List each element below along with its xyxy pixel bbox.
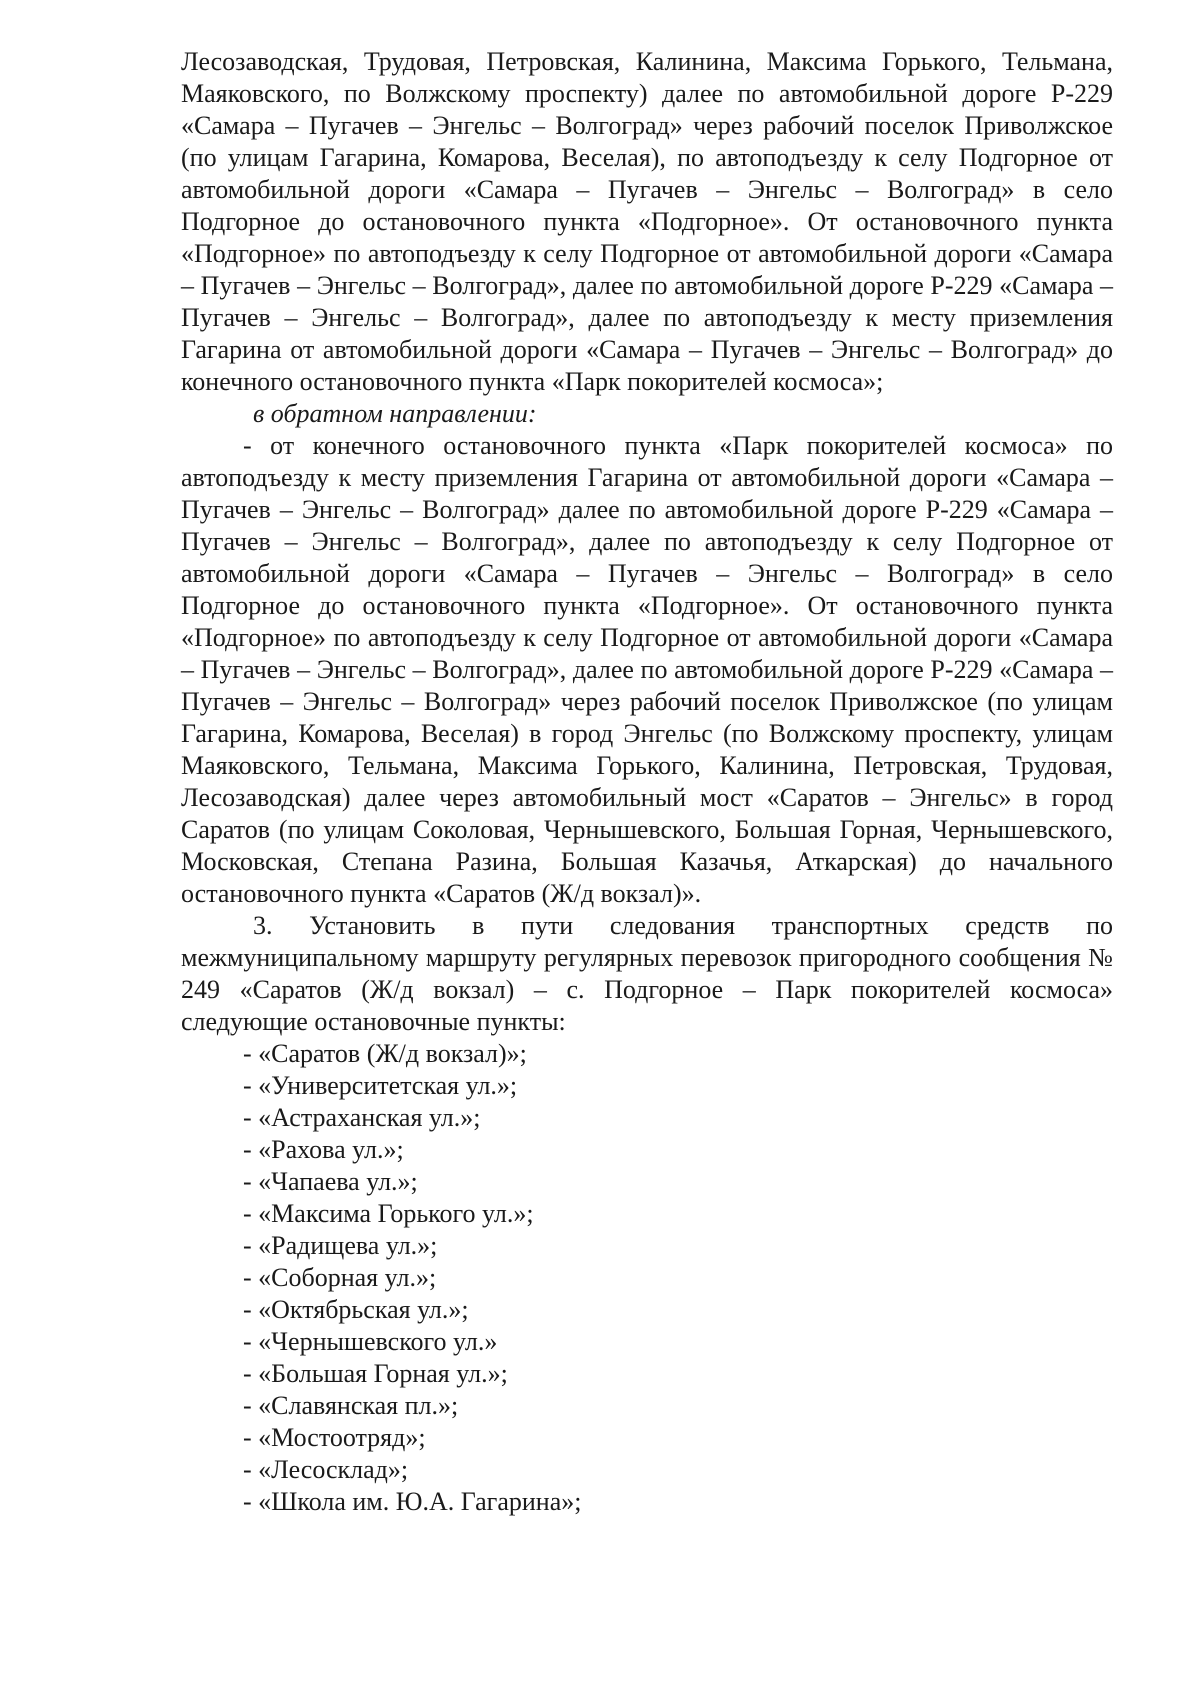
stop-item: - «Саратов (Ж/д вокзал)»; [243, 1039, 527, 1068]
document-body [181, 46, 1113, 1518]
forward-route-paragraph: Лесозаводская, Трудовая, Петровская, Калинина, Максима Горького, Тельмана, Маяковского, по Волжскому проспекту) далее по автомобильной дороге Р-229 «Самара – Пугачев – Энгельс – Волгоград» через рабочий поселок Приволжское (по улицам Гагарина, Комарова, Веселая), по автоподъезду к селу Подгорное от автомобильной дороги «Самара – Пугачев – Энгельс – Волгоград» в село Подгорное до остановочного пункта «Подгорное». От остановочного пункта «Подгорное» по автоподъезду к селу Подгорное от автомобильной дороги «Самара – Пугачев – Энгельс – Волгоград», далее по автомобильной дороге Р-229 «Самара – Пугачев – Энгельс – Волгоград», далее по автоподъезду к месту приземления Гагарина от автомобильной дороги «Самара – Пугачев – Энгельс – Волгоград» до конечного остановочного пункта «Парк покорителей космоса»; [181, 47, 1113, 396]
stop-item: - «Мостоотряд»; [243, 1423, 426, 1452]
stop-item: - «Школа им. Ю.А. Гагарина»; [243, 1487, 582, 1516]
item-3-paragraph: 3. Установить в пути следования транспортных средств по межмуниципальному маршруту регулярных перевозок пригородного сообщения № 249 «Саратов (Ж/д вокзал) – с. Подгорное – Парк покорителей космоса» следующие остановочные пункты: [181, 911, 1113, 1036]
stop-item: - «Чернышевского ул.» [243, 1327, 498, 1356]
stop-item: - «Большая Горная ул.»; [243, 1359, 508, 1388]
stop-item: - «Максима Горького ул.»; [243, 1199, 534, 1228]
stop-item: - «Октябрьская ул.»; [243, 1295, 469, 1324]
stops-list [181, 1038, 1113, 1518]
stop-item: - «Радищева ул.»; [243, 1231, 438, 1260]
reverse-route-paragraph: - от конечного остановочного пункта «Парк покорителей космоса» по автоподъезду к месту приземления Гагарина от автомобильной дороги «Самара – Пугачев – Энгельс – Волгоград» далее по автомобильной дороге Р-229 «Самара – Пугачев – Энгельс – Волгоград», далее по автоподъезду к селу Подгорное от автомобильной дороги «Самара – Пугачев – Энгельс – Волгоград» в село Подгорное до остановочного пункта «Подгорное». От остановочного пункта «Подгорное» по автоподъезду к селу Подгорное от автомобильной дороги «Самара – Пугачев – Энгельс – Волгоград», далее по автомобильной дороге Р-229 «Самара – Пугачев – Энгельс – Волгоград» через рабочий поселок Приволжское (по улицам Гагарина, Комарова, Веселая) в город Энгельс (по Волжскому проспекту, улицам Маяковского, Тельмана, Максима Горького, Калинина, Петровская, Трудовая, Лесозаводская) далее через автомобильный мост «Саратов – Энгельс» в город Саратов (по улицам Соколовая, Чернышевского, Большая Горная, Чернышевского, Московская, Степана Разина, Большая Казачья, Аткарская) до начального остановочного пункта «Саратов (Ж/д вокзал)». [181, 431, 1113, 908]
stop-item: - «Лесосклад»; [243, 1455, 409, 1484]
stop-item: - «Астраханская ул.»; [243, 1103, 481, 1132]
stop-item: - «Славянская пл.»; [243, 1391, 459, 1420]
stop-item: - «Университетская ул.»; [243, 1071, 518, 1100]
stop-item: - «Рахова ул.»; [243, 1135, 404, 1164]
reverse-direction-heading: в обратном направлении: [253, 399, 537, 428]
stop-item: - «Соборная ул.»; [243, 1263, 437, 1292]
stop-item: - «Чапаева ул.»; [243, 1167, 418, 1196]
